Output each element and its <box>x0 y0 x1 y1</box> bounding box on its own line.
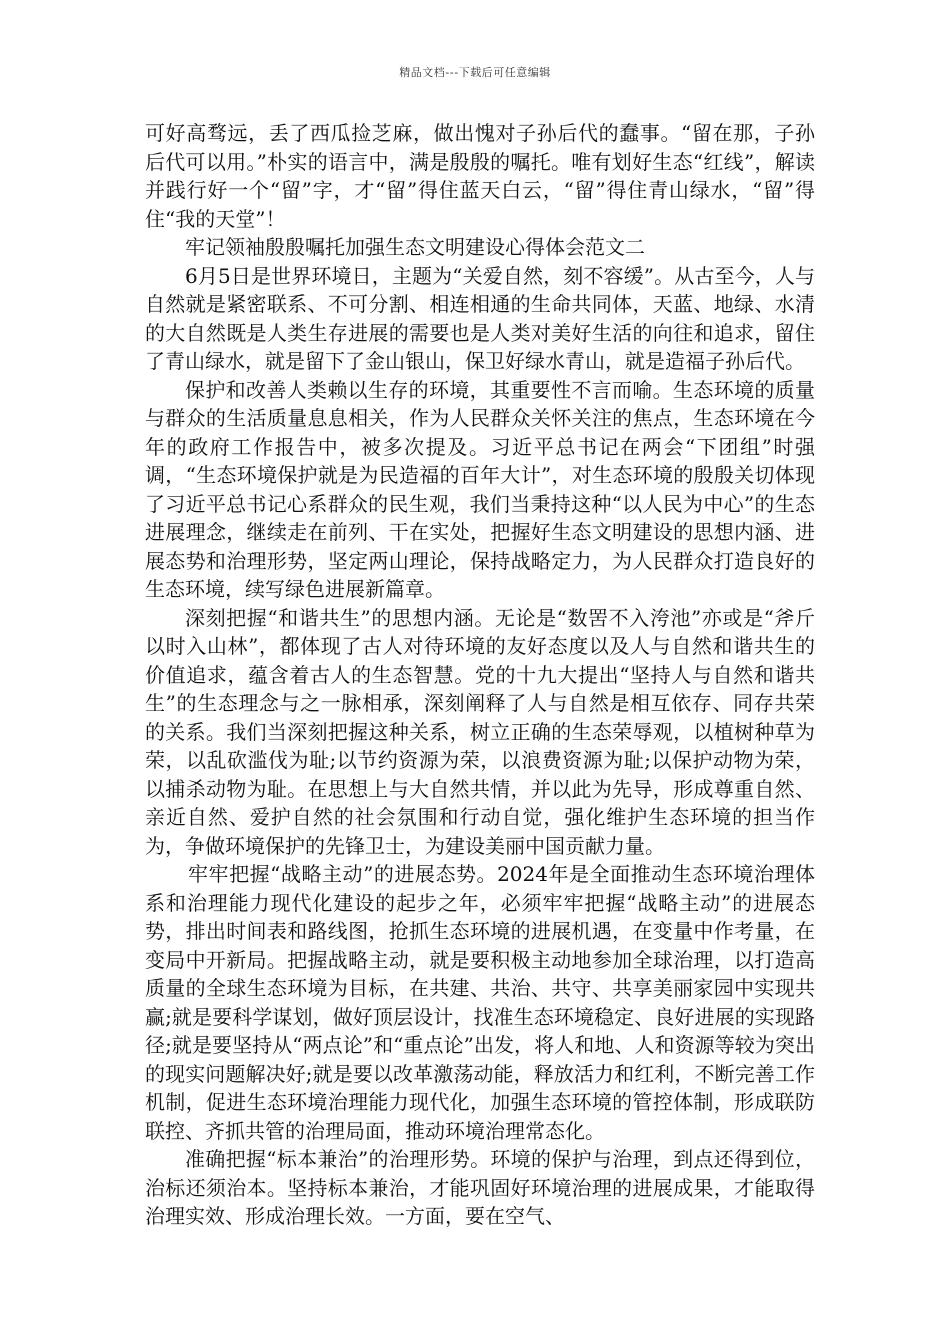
paragraph: 牢牢把握“战略主动”的进展态势。2024年是全面推动生态环境治理体系和治理能力现代化建设的起步之年，必须牢牢把握“战略主动”的进展态势，排出时间表和路线图，抢抓生态环境的进展机遇，在变量中作考量，在变局中开新局。把握战略主动，就是要积极主动地参加全球治理，以打造高质量的全球生态环境为目标，在共建、共治、共守、共享美丽家园中实现共赢;就是要科学谋划，做好顶层设计，找准生态环境稳定、良好进展的实现路径;就是要坚持从“两点论”和“重点论”出发，将人和地、人和资源等较为突出的现实问题解决好;就是要以改革激荡动能，释放活力和红利，不断完善工作机制，促进生态环境治理能力现代化，加强生态环境的管控体制，形成联防联控、齐抓共管的治理局面，推动环境治理常态化。 <box>145 862 815 1143</box>
paragraph: 深刻把握“和谐共生”的思想内涵。无论是“数罟不入洿池”亦或是“斧斤以时入山林”，都体现了古人对待环境的友好态度以及人与自然和谐共生的价值追求，蕴含着古人的生态智慧。党的十九大提出“坚持人与自然和谐共生”的生态理念与之一脉相承，深刻阐释了人与自然是相互依存、同存共荣的关系。我们当深刻把握这种关系，树立正确的生态荣辱观，以植树种草为荣，以乱砍滥伐为耻;以节约资源为荣，以浪费资源为耻;以保护动物为荣，以捕杀动物为耻。在思想上与大自然共情，并以此为先导，形成尊重自然、亲近自然、爱护自然的社会氛围和行动自觉，强化维护生态环境的担当作为，争做环境保护的先锋卫士，为建设美丽中国贡献力量。 <box>145 605 815 858</box>
paragraph: 保护和改善人类赖以生存的环境，其重要性不言而喻。生态环境的质量与群众的生活质量息息相关，作为人民群众关怀关注的焦点，生态环境在今年的政府工作报告中，被多次提及。习近平总书记在两会“下团组”时强调，“生态环境保护就是为民造福的百年大计”，对生态环境的殷殷关切体现了习近平总书记心系群众的民生观，我们当秉持这种“以人民为中心”的生态进展理念，继续走在前列、干在实处，把握好生态文明建设的思想内涵、进展态势和治理形势，坚定两山理论，保持战略定力，为人民群众打造良好的生态环境，续写绿色进展新篇章。 <box>145 377 815 601</box>
paragraph-continuation: 可好高骛远，丢了西瓜捡芝麻，做出愧对子孙后代的蠢事。“留在那，子孙后代可以用。”朴实的语言中，满是殷殷的嘱托。唯有划好生态“红线”，解读并践行好一个“留”字，才“留”得住蓝天白云，“留”得住青山绿水，“留”得住“我的天堂”！ <box>145 121 815 231</box>
section-title: 牢记领袖殷殷嘱托加强生态文明建设心得体会范文二 <box>185 235 645 259</box>
document-body <box>145 119 815 1231</box>
paragraph: 准确把握“标本兼治”的治理形势。环境的保护与治理，到点还得到位，治标还须治本。坚持标本兼治，才能巩固好环境治理的进展成果，才能取得治理实效、形成治理长效。一方面，要在空气、 <box>145 1147 815 1228</box>
paragraph: 6月5日是世界环境日，主题为“关爱自然，刻不容缓”。从古至今，人与自然就是紧密联系、不可分割、相连相通的生命共同体，天蓝、地绿、水清的大自然既是人类生存进展的需要也是人类对美好生活的向往和追求，留住了青山绿水，就是留下了金山银山，保卫好绿水青山，就是造福子孙后代。 <box>145 263 815 373</box>
page-header: 精品文档---下载后可任意编辑 <box>399 66 551 79</box>
